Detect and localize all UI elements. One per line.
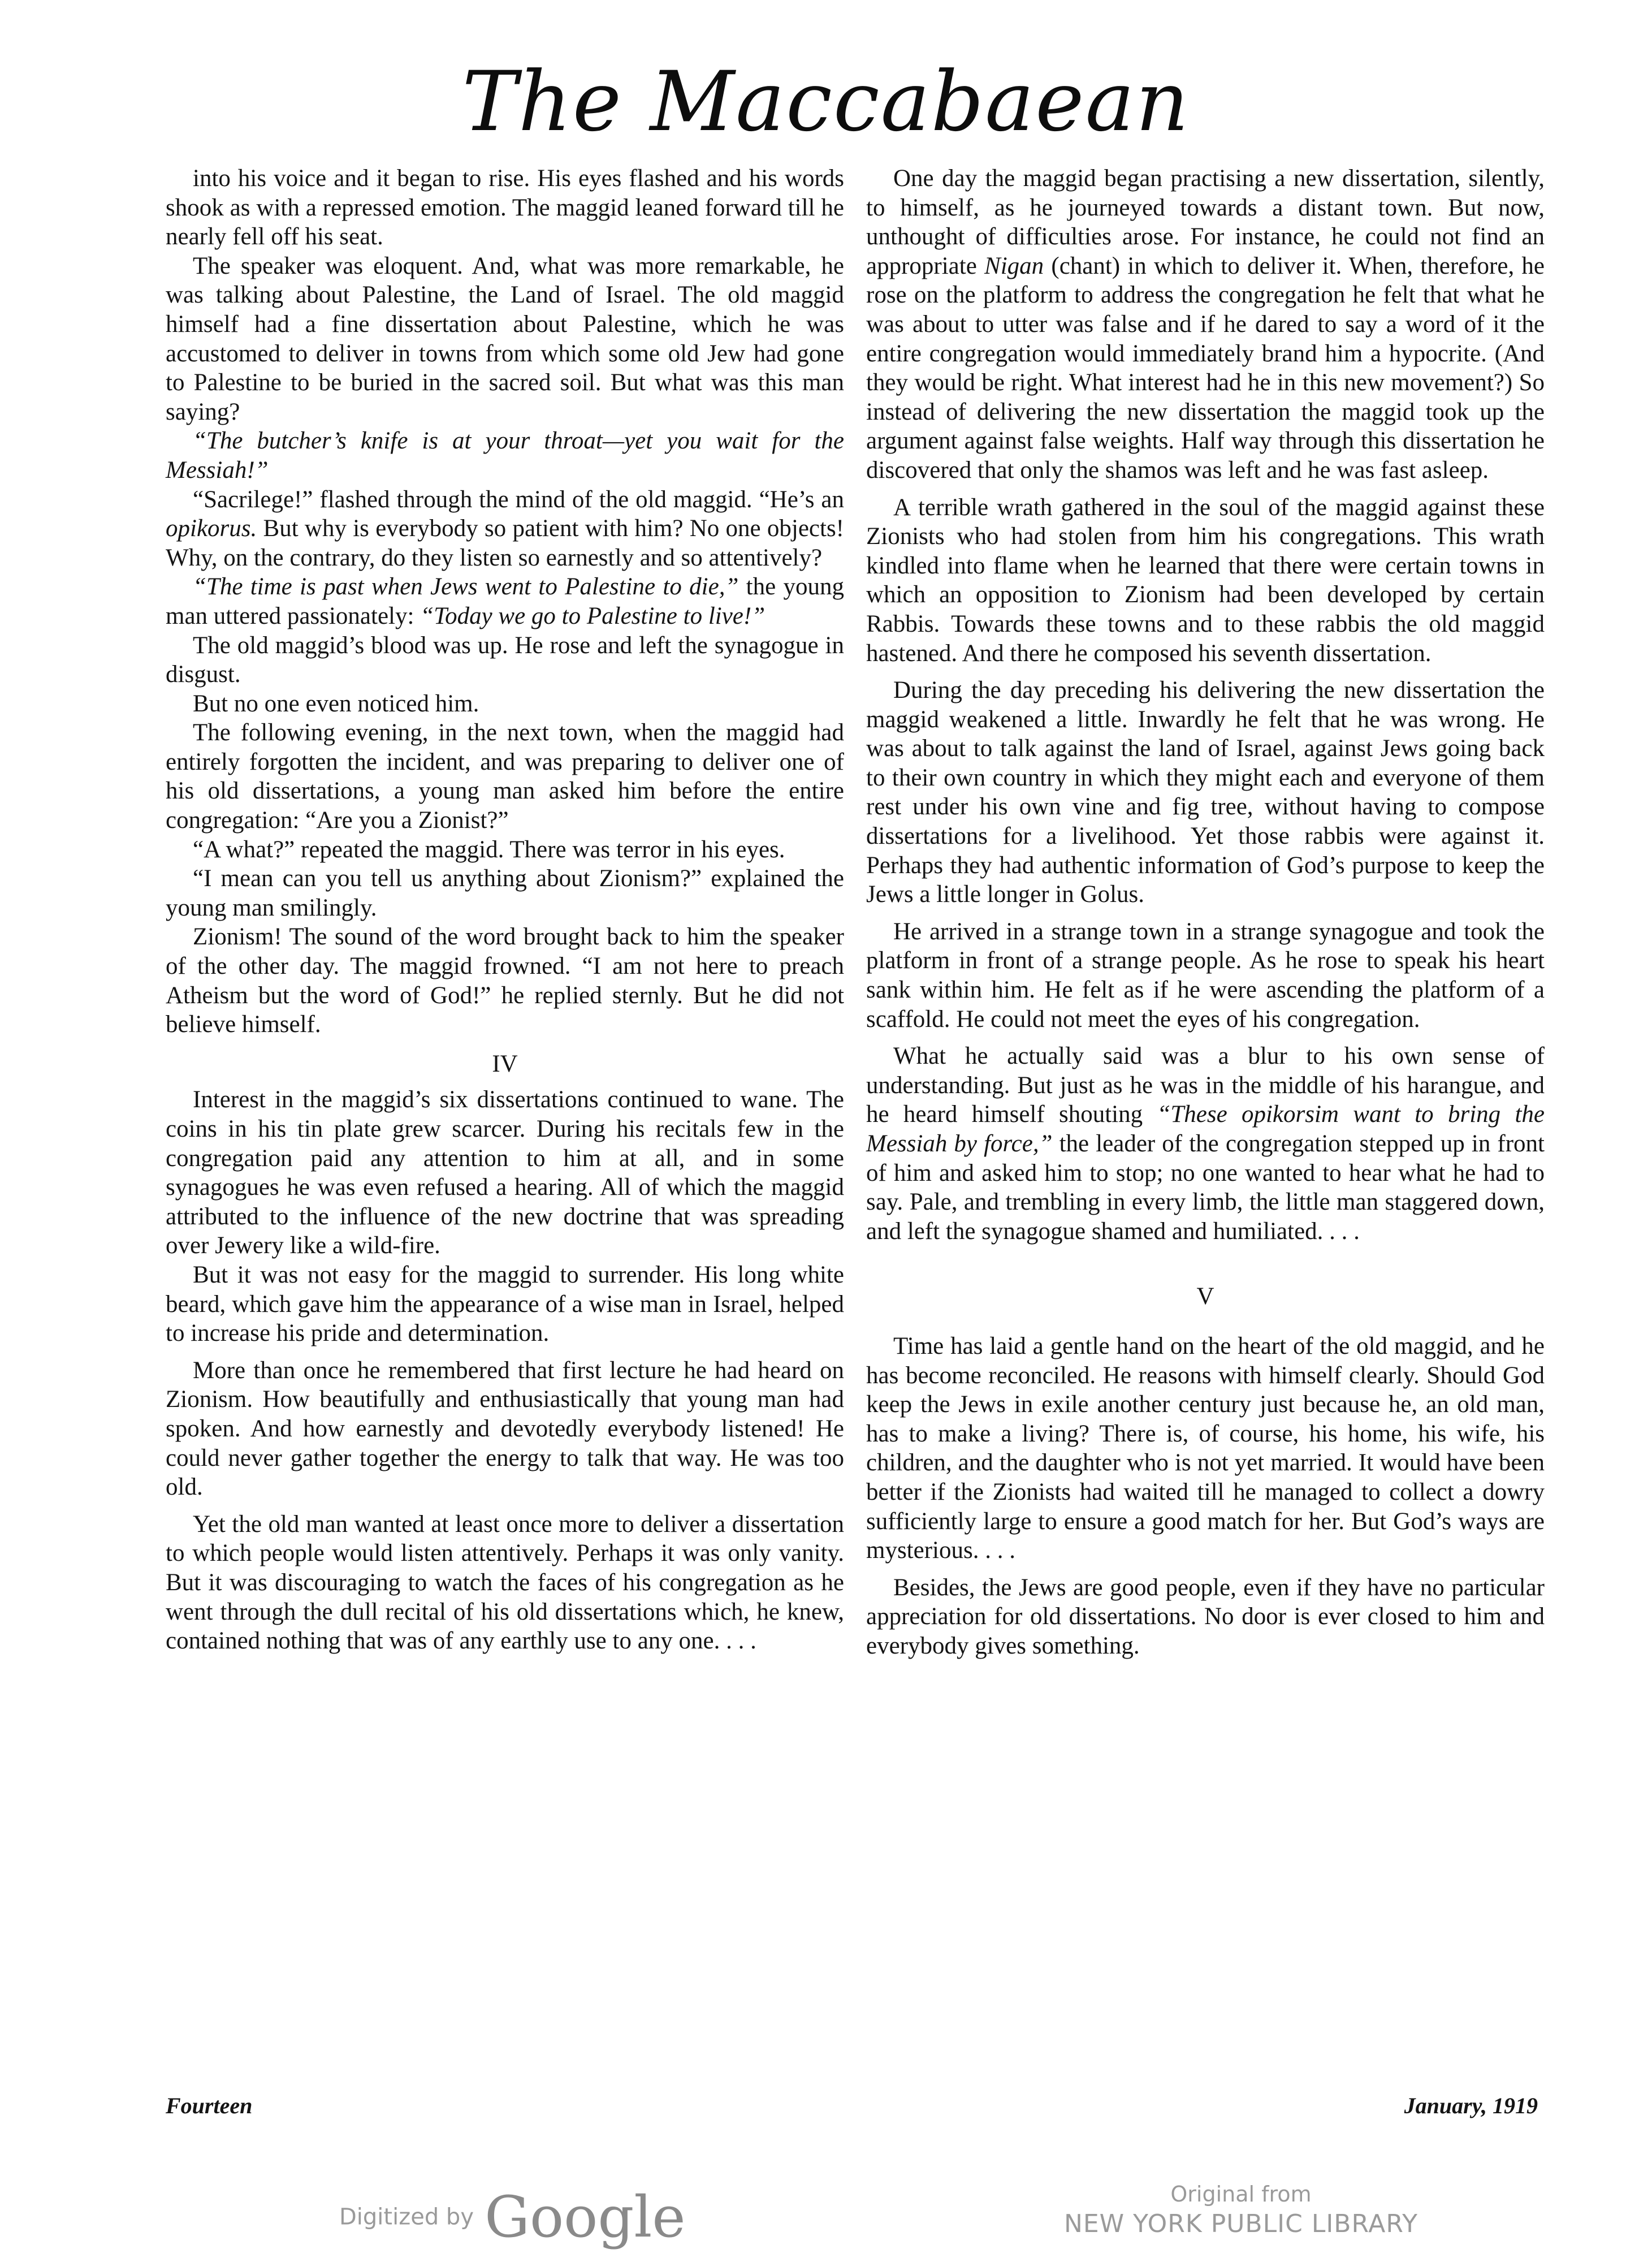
text-run: the leader of the congregation stepped up in front of him and asked him to stop; no one wanted to hear what he had to say. Pale, and trembling in every limb, the little man staggered down, and left the synagogue shamed and humiliated. . . . [866, 1130, 1545, 1245]
italic-term: opikorus. [166, 515, 257, 542]
paragraph [866, 1042, 1545, 1246]
quote-italic: “The time is past when Jews went to Palestine to die,” [193, 573, 739, 601]
paragraph: But no one even noticed him. [193, 690, 479, 717]
paragraph: The old maggid’s blood was up. He rose and left the synagogue in disgust. [166, 632, 844, 688]
text-run: One day the maggid began practising a new dissertation, silently, to himself, as he journeyed towards a distant town. But now, unthought of difficulties arose. For instance, he could not find an appropriate [866, 165, 1545, 279]
paragraph: Interest in the maggid’s six dissertations continued to wane. The coins in his tin plate grew scarcer. During his recitals few in the congregation paid any attention to him at all, and in some synagogues he was even refused a hearing. All of which the maggid attributed to the influence of the new doctrine that was spreading over Jewery like a wild-fire. [166, 1086, 844, 1259]
text-run: “Sacrilege!” flashed through the mind of the old maggid. “He’s an [193, 486, 844, 513]
masthead-title: The Maccabaean [462, 54, 1190, 150]
paragraph: During the day preceding his delivering the new dissertation the maggid weakened a little. Inwardly he felt that he was wrong. He was about to talk against the land of Israel, against Jews going back to their own country in which they might each and everyone of them rest under his own vine and fig tree, without having to compose dissertations for a livelihood. Yet those rabbis were against it. Perhaps they had authentic information of God’s purpose to keep the Jews a little longer in Golus. [866, 677, 1545, 908]
italic-term: Nigan [984, 252, 1044, 279]
text-run: What he actually said was a blur to his own sense of understanding. But just as he was in the middle of his harangue, and he heard himself shouting [866, 1043, 1545, 1128]
digitized-by-text: Digitized by [339, 2204, 474, 2230]
paragraph [166, 426, 844, 485]
original-from-text: Original from [1170, 2182, 1312, 2207]
paragraph: He arrived in a strange town in a strange synagogue and took the platform in front of a strange people. As he rose to speak his heart sank within him. He felt as if he were ascending the platform of a scaffold. He could not meet the eyes of his congregation. [866, 918, 1545, 1033]
right-column [866, 164, 1545, 1661]
quote-italic: “Today we go to Palestine to live!” [420, 602, 766, 629]
issue-date: January, 1919 [1404, 2093, 1538, 2118]
text-run: But why is everybody so patient with him? No one objects! Why, on the contrary, do they listen so earnestly and so attentively? [166, 515, 844, 571]
paragraph [166, 572, 844, 631]
original-from-watermark [992, 2180, 1490, 2240]
page-number-label: Fourteen [166, 2093, 253, 2118]
paragraph: Zionism! The sound of the word brought back to him the speaker of the other day. The maggid frowned. “I am not here to preach Atheism but the word of God!” he replied sternly. But he did not believe himself. [166, 923, 844, 1038]
paragraph [866, 164, 1545, 485]
paragraph: The following evening, in the next town, when the maggid had entirely forgotten the incident, and was preparing to deliver one of his old dissertations, a young man asked him before the entire congregation: “Are you a Zionist?” [166, 719, 844, 834]
paragraph: “I mean can you tell us anything about Zionism?” explained the young man smilingly. [166, 865, 844, 921]
paragraph: But it was not easy for the maggid to surrender. His long white beard, which gave him the appearance of a wise man in Israel, helped to increase his pride and determination. [166, 1261, 844, 1347]
paragraph: “A what?” repeated the maggid. There was terror in his eyes. [193, 836, 785, 863]
paragraph: The speaker was eloquent. And, what was more remarkable, he was talking about Palestine, the Land of Israel. The old maggid himself had a fine dissertation about Palestine, which he was accustomed to deliver in towns from which some old Jew had gone to Palestine to be buried in the sacred soil. But what was this man saying? [166, 252, 844, 425]
paragraph: into his voice and it began to rise. His eyes flashed and his words shook as with a repressed emotion. The maggid leaned forward till he nearly fell off his seat. [166, 165, 844, 251]
quote-italic: “The butcher’s knife is at your throat—yet you wait for the Messiah!” [166, 428, 844, 484]
paragraph: A terrible wrath gathered in the soul of the maggid against these Zionists who had stolen from him his congregations. This wrath kindled into flame when he learned that there were certain towns in which an opposition to Zionism had been developed by certain Rabbis. Towards these towns and to these rabbis the old maggid hastened. And there he composed his seventh dissertation. [866, 494, 1545, 667]
paragraph: Time has laid a gentle hand on the heart of the old maggid, and he has become reconciled. He reasons with himself clearly. Should God keep the Jews in exile another century just because he, an old man, has to make a living? There is, of course, his home, his wife, his children, and the daughter who is not yet married. It would have been better if the Zionists had waited till he managed to collect a dowry sufficiently large to ensure a good match for her. But God’s ways are mysterious. . . . [866, 1332, 1545, 1564]
section-heading-v: V [1196, 1283, 1214, 1310]
section-heading-iv: IV [492, 1050, 518, 1077]
quote-italic: “These opikorsim want to bring the Messiah by force,” [866, 1101, 1545, 1157]
paragraph: Besides, the Jews are good people, even if they have no particular appreciation for old dissertations. No door is ever closed to him and everybody gives something. [866, 1574, 1545, 1659]
text-run: (chant) in which to deliver it. When, therefore, he rose on the platform to address the congregation he felt that what he was about to utter was false and if he dared to say a word of it the entire congregation would immediately brand him a hypocrite. (And they would be right. What interest had he in this new movement?) So instead of delivering the new dissertation the maggid took up the argument against false weights. Half way through this dissertation he discovered that only the shamos was left and he was fast asleep. [866, 252, 1545, 484]
paragraph: Yet the old man wanted at least once more to deliver a dissertation to which people would listen attentively. Perhaps it was only vanity. But it was discouraging to watch the faces of his congregation as he went through the dull recital of his old dissertations which, he knew, contained nothing that was of any earthly use to any one. . . . [166, 1510, 844, 1655]
digitized-by-watermark [339, 2184, 686, 2250]
left-column [166, 164, 844, 1656]
google-logo-text: Google [485, 2184, 686, 2250]
paragraph: More than once he remembered that first lecture he had heard on Zionism. How beautifully and enthusiastically that young man had spoken. And how earnestly and devotedly everybody listened! He could never gather together the energy to talk that way. He was too old. [166, 1357, 844, 1501]
library-name: NEW YORK PUBLIC LIBRARY [1063, 2209, 1419, 2238]
paragraph [166, 485, 844, 573]
text-run: the young man uttered passionately: [166, 573, 844, 629]
